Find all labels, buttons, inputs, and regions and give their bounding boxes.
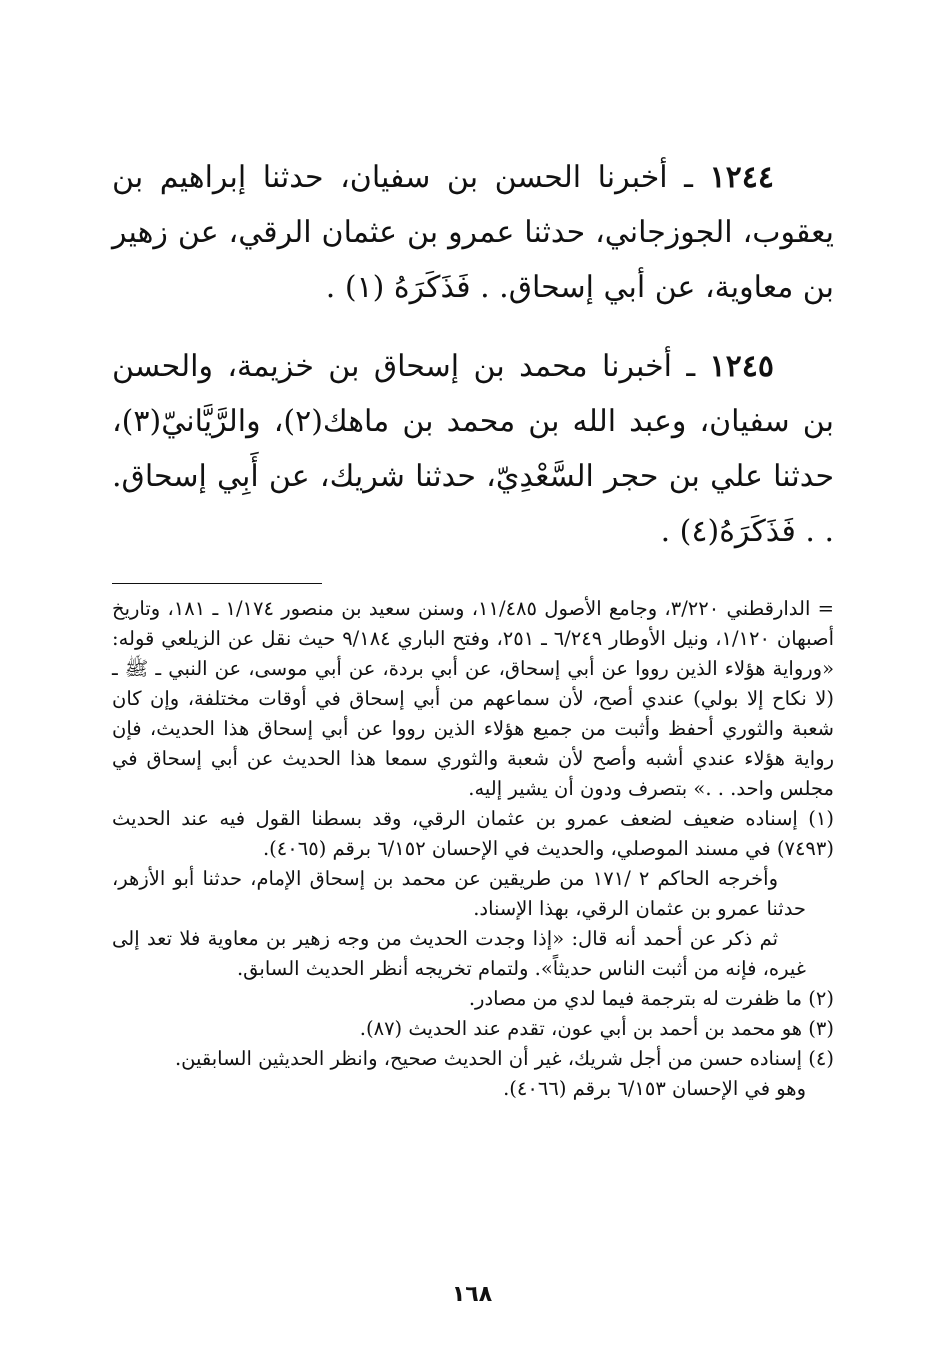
main-text [112, 150, 834, 559]
footnote-2: (٢) ما ظفرت له بترجمة فيما لدي من مصادر. [468, 987, 834, 1010]
footnote-divider [112, 583, 322, 584]
footnote-1: (١) إسناده ضعيف لضعف عمرو بن عثمان الرقي، وقد بسطنا القول فيه عند الحديث (٧٤٩٣) في مسند الموصلي، والحديث في الإحسان ٦/١٥٢ برقم (٤٠٦٥). [112, 807, 834, 860]
footnote-continuation: = الدارقطني ٣/٢٢٠، وجامع الأصول ١١/٤٨٥، وسنن سعيد بن منصور ١/١٧٤ ـ ١٨١، وتاريخ أصبهان ١/١٢٠، ونيل الأوطار ٦/٢٤٩ ـ ٢٥١، وفتح الباري ٩/١٨٤ حيث نقل عن الزيلعي قوله: «ورواية هؤلاء الذين رووا عن أبي إسحاق، عن أبي بردة، عن أبي موسى، عن النبي ـ ﷺ ـ (لا نكاح إلا بولي) عندي أصح، لأن سماعهم من أبي إسحاق في أوقات مختلفة، وإن كان شعبة والثوري أحفظ وأثبت من جميع هؤلاء الذين رووا عن أبي إسحاق هذا الحديث، فإن رواية هؤلاء عندي أشبه وأصح لأن شعبة والثوري سمعا هذا الحديث عن أبي إسحاق في مجلس واحد. . .» بتصرف ودون أن يشير إليه. [112, 597, 834, 800]
footnotes [112, 594, 834, 1104]
hadith-number: ١٢٤٥ [709, 349, 774, 384]
footnote-3: (٣) هو محمد بن أحمد بن أبي عون، تقدم عند الحديث (٨٧). [359, 1017, 834, 1040]
footnote-4: (٤) إسناده حسن من أجل شريك، غير أن الحديث صحيح، وانظر الحديثين السابقين. [174, 1047, 834, 1070]
hadith-text: ـ أخبرنا محمد بن إسحاق بن خزيمة، والحسن بن سفيان، وعبد الله بن محمد بن ماهك(٢)، والرَّيَّانيّ(٣)، حدثنا علي بن حجر السَّعْدِيّ، حدثنا شريك، عن أَبِي إسحاق. . . فَذَكَرَهُ(٤) . [112, 349, 834, 549]
footnote-4-paragraph-2: وهو في الإحسان ٦/١٥٣ برقم (٤٠٦٦). [503, 1077, 806, 1100]
hadith-1244 [112, 150, 834, 315]
footnote-1-paragraph-3: ثم ذكر عن أحمد أنه قال: «إذا وجدت الحديث من وجه زهير بن معاوية فلا تعد إلى غيره، فإنه من أثبت الناس حديثاً». ولتمام تخريجه أنظر الحديث السابق. [112, 927, 806, 980]
hadith-1245 [112, 339, 834, 559]
hadith-text: ـ أخبرنا الحسن بن سفيان، حدثنا إبراهيم بن يعقوب، الجوزجاني، حدثنا عمرو بن عثمان الرقي، عن زهير بن معاوية، عن أبي إسحاق. . فَذَكَرَهُ (١) . [112, 160, 834, 305]
page-body [112, 150, 834, 1329]
page-number: ١٦٨ [451, 1282, 493, 1307]
hadith-number: ١٢٤٤ [709, 160, 774, 195]
footnote-1-paragraph-2: وأخرجه الحاكم ٢ /١٧١ من طريقين عن محمد بن إسحاق الإمام، حدثنا أبو الأزهر، حدثنا عمرو بن عثمان الرقي، بهذا الإسناد. [112, 867, 806, 920]
